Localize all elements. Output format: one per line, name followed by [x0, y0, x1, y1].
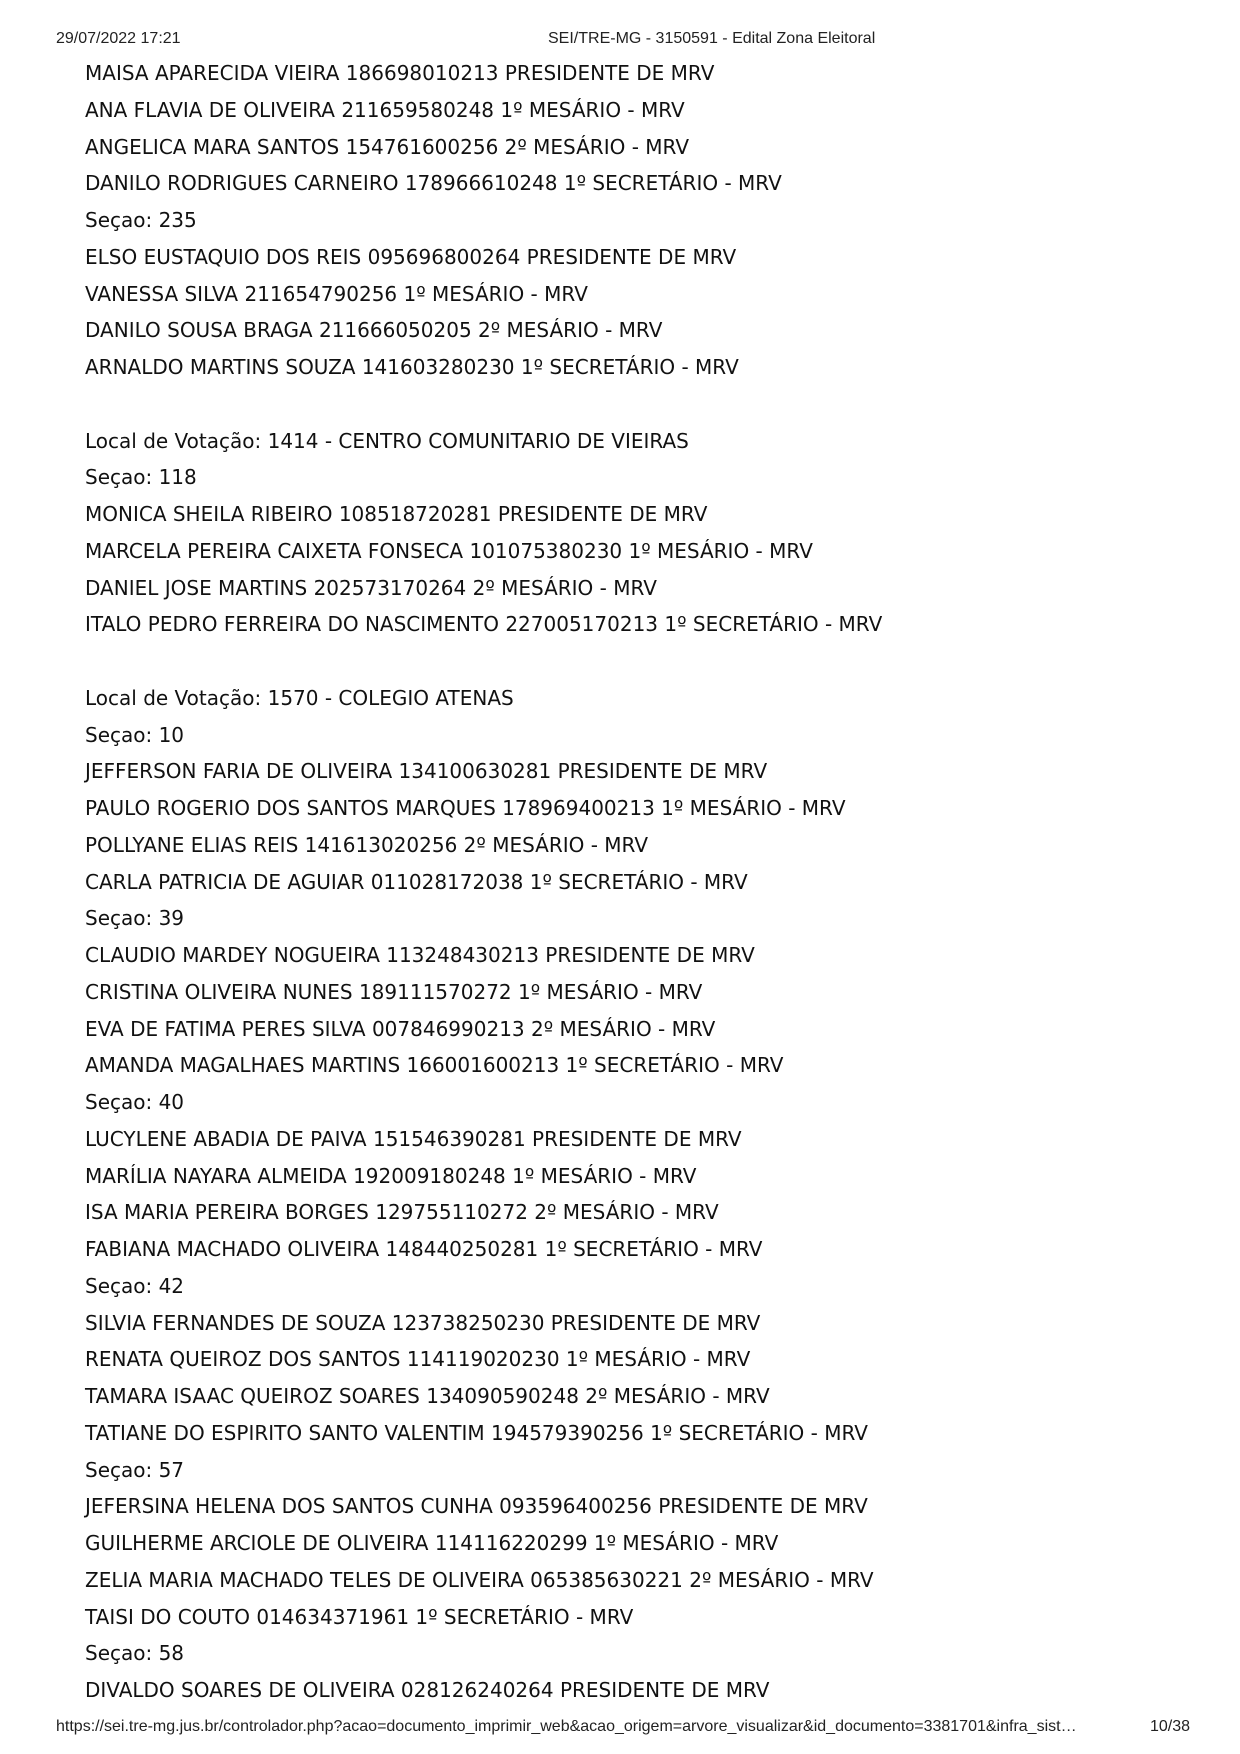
member-line: TAMARA ISAAC QUEIROZ SOARES 134090590248 2º MESÁRIO - MRV: [85, 1384, 770, 1408]
member-line: AMANDA MAGALHAES MARTINS 166001600213 1º SECRETÁRIO - MRV: [85, 1053, 784, 1078]
member-line: EVA DE FATIMA PERES SILVA 007846990213 2º MESÁRIO - MRV: [85, 1016, 716, 1041]
blank-line: [85, 643, 1185, 680]
section-heading: Seçao: 40: [85, 1090, 185, 1114]
print-datetime: 29/07/2022 17:21: [56, 30, 181, 47]
member-line: LUCYLENE ABADIA DE PAIVA 151546390281 PRESIDENTE DE MRV: [85, 1126, 742, 1151]
member-line: PAULO ROGERIO DOS SANTOS MARQUES 178969400213 1º MESÁRIO - MRV: [85, 796, 846, 820]
member-line: DANILO SOUSA BRAGA 211666050205 2º MESÁRIO - MRV: [85, 318, 663, 343]
section-heading: Seçao: 57: [85, 1457, 185, 1482]
member-line: VANESSA SILVA 211654790256 1º MESÁRIO - MRV: [85, 281, 588, 306]
member-line: MAISA APARECIDA VIEIRA 186698010213 PRESIDENTE DE MRV: [85, 61, 715, 85]
document-title: SEI/TRE-MG - 3150591 - Edital Zona Eleitoral: [548, 30, 876, 47]
member-line: JEFERSINA HELENA DOS SANTOS CUNHA 093596400256 PRESIDENTE DE MRV: [85, 1494, 868, 1519]
member-line: FABIANA MACHADO OLIVEIRA 148440250281 1º SECRETÁRIO - MRV: [85, 1237, 763, 1261]
section-heading: Seçao: 235: [85, 208, 197, 232]
polling-place-heading: Local de Votação: 1570 - COLEGIO ATENAS: [85, 685, 514, 710]
member-line: DANIEL JOSE MARTINS 202573170264 2º MESÁRIO - MRV: [85, 575, 657, 600]
blank-line: [85, 386, 1185, 423]
member-line: MONICA SHEILA RIBEIRO 108518720281 PRESIDENTE DE MRV: [85, 502, 708, 526]
member-line: MARCELA PEREIRA CAIXETA FONSECA 101075380230 1º MESÁRIO - MRV: [85, 538, 813, 563]
member-line: CARLA PATRICIA DE AGUIAR 011028172038 1º SECRETÁRIO - MRV: [85, 869, 748, 894]
member-line: ANGELICA MARA SANTOS 154761600256 2º MESÁRIO - MRV: [85, 134, 690, 159]
page-number: 10/38: [1150, 1718, 1191, 1735]
member-line: ITALO PEDRO FERREIRA DO NASCIMENTO 227005170213 1º SECRETÁRIO - MRV: [85, 612, 883, 637]
member-line: DANILO RODRIGUES CARNEIRO 178966610248 1º SECRETÁRIO - MRV: [85, 171, 782, 196]
member-line: ISA MARIA PEREIRA BORGES 129755110272 2º MESÁRIO - MRV: [85, 1200, 719, 1225]
section-heading: Seçao: 42: [85, 1273, 185, 1298]
member-line: ELSO EUSTAQUIO DOS REIS 095696800264 PRESIDENTE DE MRV: [85, 244, 737, 269]
document-body: [85, 55, 1185, 1709]
member-line: MARÍLIA NAYARA ALMEIDA 192009180248 1º MESÁRIO - MRV: [85, 1163, 697, 1188]
section-heading: Seçao: 58: [85, 1641, 185, 1666]
member-line: ZELIA MARIA MACHADO TELES DE OLIVEIRA 065385630221 2º MESÁRIO - MRV: [85, 1567, 874, 1592]
member-line: TAISI DO COUTO 014634371961 1º SECRETÁRIO - MRV: [85, 1604, 634, 1629]
document-url: https://sei.tre-mg.jus.br/controlador.php?acao=documento_imprimir_web&acao_origem=arvore_visualizar&id_documento=3381701&infra_sist…: [56, 1718, 1077, 1735]
member-line: GUILHERME ARCIOLE DE OLIVEIRA 114116220299 1º MESÁRIO - MRV: [85, 1531, 779, 1555]
member-line: TATIANE DO ESPIRITO SANTO VALENTIM 194579390256 1º SECRETÁRIO - MRV: [85, 1420, 868, 1445]
member-line: POLLYANE ELIAS REIS 141613020256 2º MESÁRIO - MRV: [85, 832, 649, 857]
polling-place-heading: Local de Votação: 1414 - CENTRO COMUNITARIO DE VIEIRAS: [85, 428, 689, 453]
member-line: DIVALDO SOARES DE OLIVEIRA 028126240264 PRESIDENTE DE MRV: [85, 1678, 770, 1702]
member-line: CRISTINA OLIVEIRA NUNES 189111570272 1º MESÁRIO - MRV: [85, 979, 703, 1004]
member-line: CLAUDIO MARDEY NOGUEIRA 113248430213 PRESIDENTE DE MRV: [85, 943, 755, 967]
section-heading: Seçao: 118: [85, 465, 197, 490]
member-line: JEFFERSON FARIA DE OLIVEIRA 134100630281 PRESIDENTE DE MRV: [85, 759, 768, 784]
member-line: ARNALDO MARTINS SOUZA 141603280230 1º SECRETÁRIO - MRV: [85, 355, 739, 379]
member-line: RENATA QUEIROZ DOS SANTOS 114119020230 1º MESÁRIO - MRV: [85, 1347, 751, 1372]
member-line: ANA FLAVIA DE OLIVEIRA 211659580248 1º MESÁRIO - MRV: [85, 97, 685, 122]
section-heading: Seçao: 10: [85, 722, 185, 747]
member-line: SILVIA FERNANDES DE SOUZA 123738250230 PRESIDENTE DE MRV: [85, 1310, 761, 1335]
section-heading: Seçao: 39: [85, 906, 185, 931]
